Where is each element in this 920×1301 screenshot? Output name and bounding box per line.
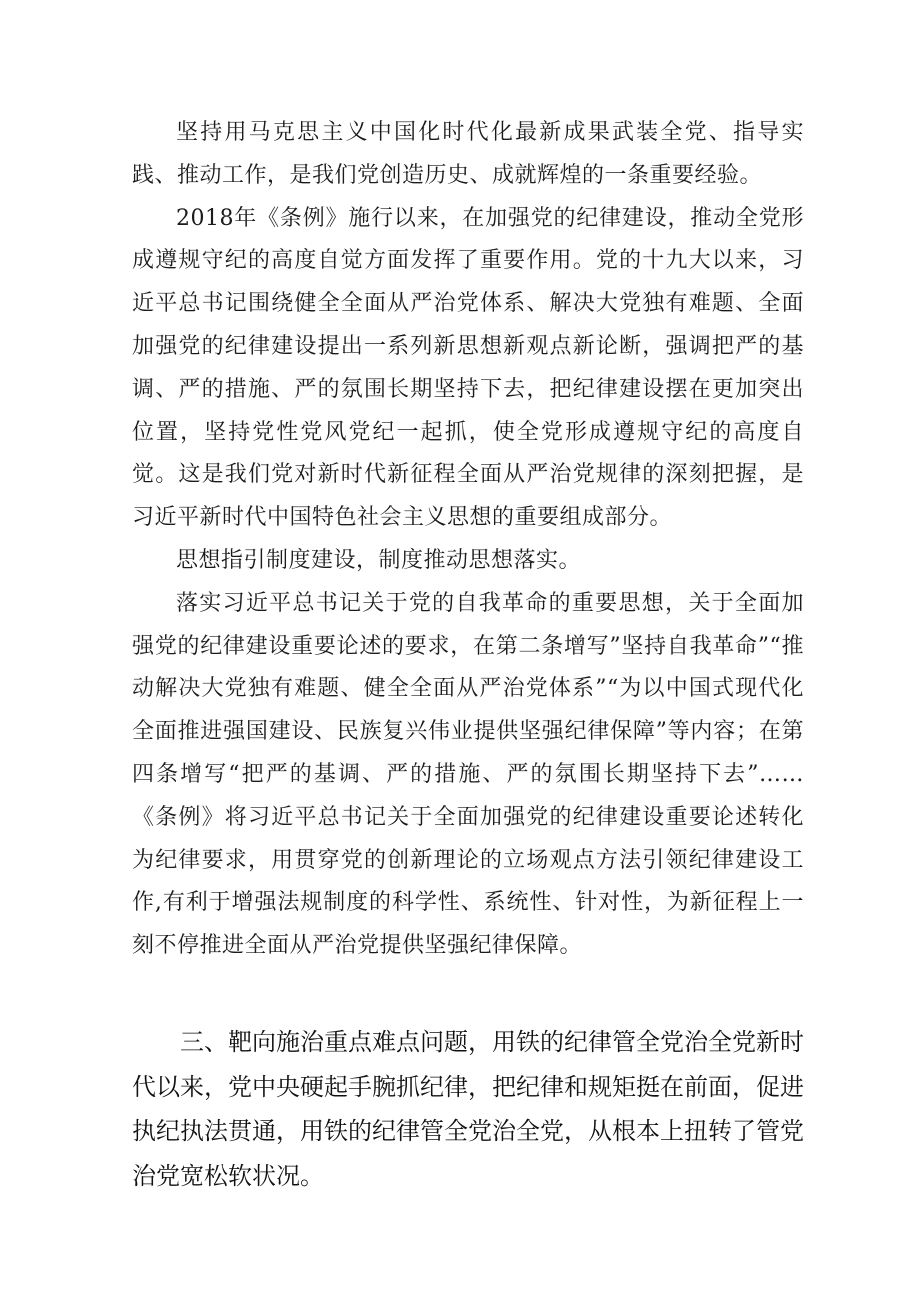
paragraph-regulation-history: 2018年《条例》施行以来，在加强党的纪律建设，推动全党形成遵规守纪的高度自觉方面发挥了重要作用。党的十九大以来，习近平总书记围绕健全全面从严治党体系、解决大党独有难题、全面加强党的纪律建设提出一系列新思想新观点新论断，强调把严的基调、严的措施、严的氛围长期坚持下去，把纪律建设摆在更加突出位置，坚持党性党风党纪一起抓，使全党形成遵规守纪的高度自觉。这是我们党对新时代新征程全面从严治党规律的深刻把握，是习近平新时代中国特色社会主义思想的重要组成部分。 [132,205,804,531]
section-heading-block [132,1020,804,1198]
section-heading: 三、靶向施治重点难点问题，用铁的纪律管全党治全党新时代以来，党中央硬起手腕抓纪律，把纪律和规矩挺在前面，促进执纪执法贯通，用铁的纪律管全党治全党，从根本上扭转了管党治党宽松软状况。 [132,1028,804,1190]
body-text [132,112,804,968]
paragraph-thought-guidance: 思想指引制度建设，制度推动思想落实。 [176,547,582,573]
paragraph-intro: 坚持用马克思主义中国化时代化最新成果武装全党、指导实践、推动工作，是我们党创造历史、成就辉煌的一条重要经验。 [132,120,804,188]
paragraph-implementation: 落实习近平总书记关于党的自我革命的重要思想，关于全面加强党的纪律建设重要论述的要求，在第二条增写”坚持自我革命”“推动解决大党独有难题、健全全面从严治党体系”“为以中国式现代化全面推进强国建设、民族复兴伟业提供坚强纪律保障”等内容；在第四条增写“把严的基调、严的措施、严的氛围长期坚持下去”……《条例》将习近平总书记关于全面加强党的纪律建设重要论述转化为纪律要求，用贯穿党的创新理论的立场观点方法引领纪律建设工作,有利于增强法规制度的科学性、系统性、针对性，为新征程上一刻不停推进全面从严治党提供坚强纪律保障。 [132,590,804,959]
